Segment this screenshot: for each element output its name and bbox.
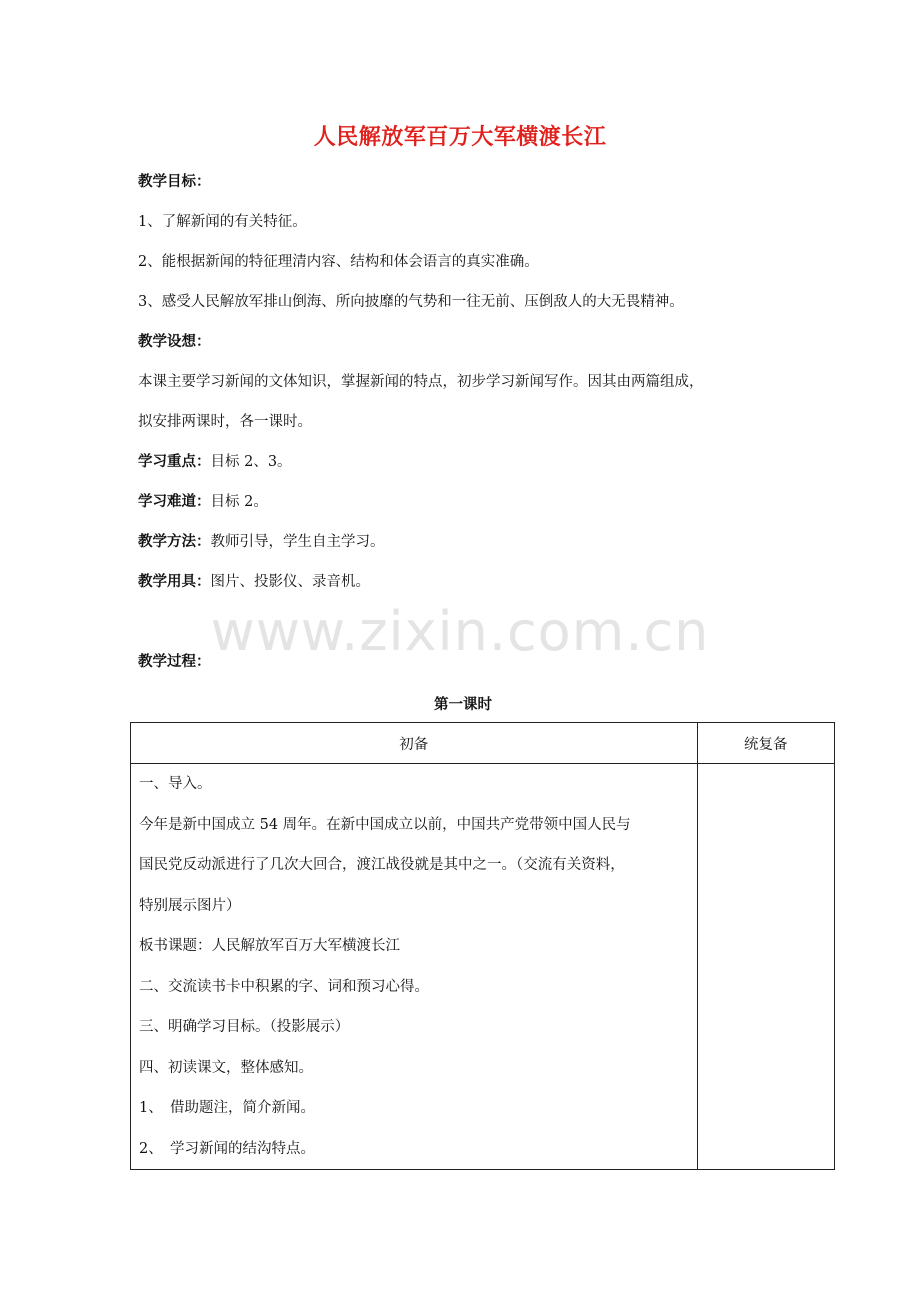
- table-line: 二、交流读书卡中积累的字、词和预习心得。: [139, 978, 429, 995]
- table-line: 三、明确学习目标。（投影展示）: [139, 1019, 350, 1035]
- design-line-2: 拟安排两课时，各一课时。: [138, 414, 312, 430]
- method-row: [138, 532, 385, 552]
- difficulty-label: 学习难道：: [138, 494, 211, 510]
- difficulty-row: [138, 492, 268, 512]
- key-points-value: 目标 2、3。: [210, 454, 292, 470]
- objective-item-3: 3、感受人民解放军排山倒海、所向披靡的气势和一往无前、压倒敌人的大无畏精神。: [138, 294, 684, 310]
- objective-item-2: 2、能根据新闻的特征理清内容、结构和体会语言的真实准确。: [138, 254, 539, 270]
- objective-item-1: 1、了解新闻的有关特征。: [138, 214, 307, 230]
- tools-row: [138, 572, 370, 592]
- table-line: 四、初读课文，整体感知。: [139, 1059, 313, 1076]
- table-line: 今年是新中国成立 54 周年。在新中国成立以前，中国共产党带领中国人民与: [139, 816, 631, 833]
- lesson-table: [130, 722, 835, 1170]
- difficulty-value: 目标 2。: [210, 494, 268, 510]
- header-review-prep: 统复备: [697, 723, 834, 764]
- process-heading: 教学过程：: [138, 654, 211, 670]
- key-points-row: [138, 452, 292, 472]
- table-line: 国民党反动派进行了几次大回合，渡江战役就是其中之一。（交流有关资料，: [139, 857, 625, 873]
- tools-value: 图片、投影仪、录音机。: [210, 574, 370, 590]
- review-prep-cell: [697, 764, 834, 1170]
- design-heading: 教学设想：: [138, 334, 211, 350]
- key-points-label: 学习重点：: [138, 454, 211, 470]
- objectives-heading: 教学目标：: [138, 174, 211, 190]
- table-line: 一、导入。: [139, 776, 212, 792]
- document-title: 人民解放军百万大军横渡长江: [313, 125, 607, 150]
- method-value: 教师引导，学生自主学习。: [210, 534, 385, 550]
- design-line-1: 本课主要学习新闻的文体知识，掌握新闻的特点，初步学习新闻写作。因其由两篇组成，: [138, 374, 704, 390]
- watermark: www.zixin.com.cn: [210, 600, 710, 663]
- method-label: 教学方法：: [138, 534, 211, 550]
- initial-prep-cell: [131, 764, 698, 1170]
- table-header-row: [131, 723, 835, 764]
- table-body-row: [131, 764, 835, 1170]
- table-line: 1、 借助题注，简介新闻。: [139, 1100, 315, 1116]
- session-title: 第一课时: [434, 697, 492, 713]
- header-initial-prep: 初备: [131, 723, 698, 764]
- table-line: 特别展示图片）: [139, 897, 241, 914]
- tools-label: 教学用具：: [138, 574, 211, 590]
- table-line: 2、 学习新闻的结沟特点。: [139, 1140, 315, 1157]
- table-line: 板书课题：人民解放军百万大军横渡长江: [139, 938, 400, 954]
